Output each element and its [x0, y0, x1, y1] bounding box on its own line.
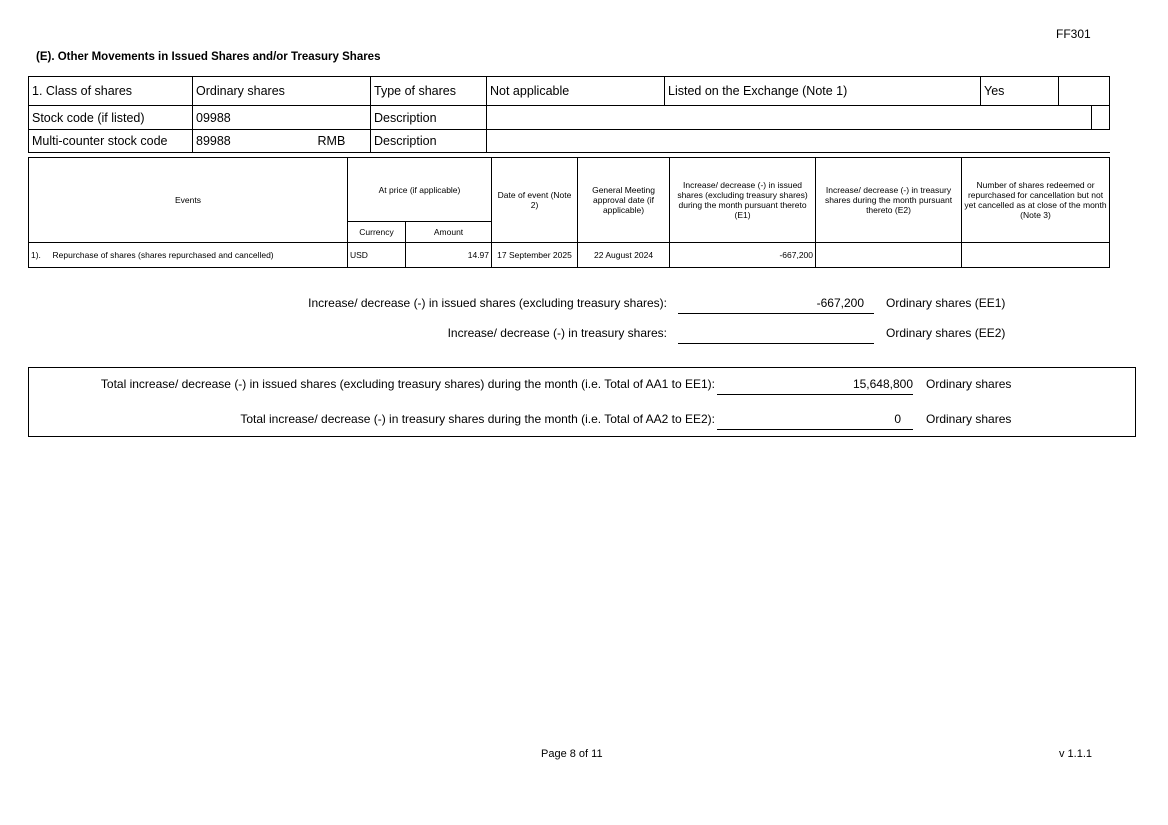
listed-value: Yes	[981, 77, 1059, 106]
description-value	[487, 106, 1092, 130]
row-redeemed	[962, 243, 1110, 268]
multi-currency: RMB	[315, 130, 371, 153]
stock-code-value: 09988	[193, 106, 371, 130]
class-label: 1. Class of shares	[29, 77, 193, 106]
ee1-value: -667,200	[816, 296, 864, 310]
ee2-label: Increase/ decrease (-) in treasury shares:	[447, 326, 667, 340]
total-treasury-unit: Ordinary shares	[926, 412, 1012, 426]
multi-value: 89988	[193, 130, 315, 153]
multi-counter-row	[29, 130, 1110, 153]
date-header: Date of event (Note 2)	[492, 158, 578, 243]
e1-header: Increase/ decrease (-) in issued shares (excluding treasury shares) during the month pursuant thereto (E1)	[670, 158, 816, 243]
events-table	[28, 157, 1110, 268]
row-number: 1).	[29, 243, 51, 268]
ee2-value	[864, 326, 874, 340]
description-value-2	[487, 130, 1110, 153]
description-end	[1092, 106, 1110, 130]
listed-label: Listed on the Exchange (Note 1)	[665, 77, 981, 106]
stock-code-row	[29, 106, 1110, 130]
stock-code-label: Stock code (if listed)	[29, 106, 193, 130]
events-header-row	[29, 158, 1110, 222]
events-header: Events	[29, 158, 348, 243]
redeemed-header: Number of shares redeemed or repurchased for cancellation but not yet cancelled as at close of the month (Note 3)	[962, 158, 1110, 243]
row-date: 17 September 2025	[492, 243, 578, 268]
ee2-value-line	[678, 326, 874, 344]
ee1-label: Increase/ decrease (-) in issued shares (excluding treasury shares):	[308, 296, 667, 310]
row-event: Repurchase of shares (shares repurchased and cancelled)	[51, 243, 348, 268]
currency-header: Currency	[348, 222, 406, 243]
description-label: Description	[371, 106, 487, 130]
at-price-header: At price (if applicable)	[348, 158, 492, 222]
class-value: Ordinary shares	[193, 77, 371, 106]
row-gm-date: 22 August 2024	[578, 243, 670, 268]
form-code: FF301	[1056, 27, 1091, 41]
multi-label: Multi-counter stock code	[29, 130, 193, 153]
gm-header: General Meeting approval date (if applicable)	[578, 158, 670, 243]
amount-header: Amount	[406, 222, 492, 243]
e2-header: Increase/ decrease (-) in treasury shares during the month pursuant thereto (E2)	[816, 158, 962, 243]
row-amount: 14.97	[406, 243, 492, 268]
total-issued-line	[717, 377, 913, 395]
total-issued-label: Total increase/ decrease (-) in issued shares (excluding treasury shares) during the month (i.e. Total of AA1 to EE1):	[100, 377, 715, 391]
row-e1: -667,200	[670, 243, 816, 268]
type-label: Type of shares	[371, 77, 487, 106]
total-issued-unit: Ordinary shares	[926, 377, 1012, 391]
type-value: Not applicable	[487, 77, 665, 106]
share-info-table	[28, 76, 1110, 153]
row-e2	[816, 243, 962, 268]
version: v 1.1.1	[1059, 748, 1093, 760]
page-number: Page 8 of 11	[541, 748, 603, 760]
ee1-unit: Ordinary shares (EE1)	[886, 296, 1006, 310]
ee1-value-line	[678, 296, 874, 314]
section-title: (E). Other Movements in Issued Shares and/or Treasury Shares	[36, 51, 381, 63]
ee2-unit: Ordinary shares (EE2)	[886, 326, 1006, 340]
total-treasury-line	[717, 412, 913, 430]
total-issued-value: 15,648,800	[852, 377, 913, 391]
class-row	[29, 77, 1110, 106]
listed-blank	[1059, 77, 1110, 106]
description-label-2: Description	[371, 130, 487, 153]
row-currency: USD	[348, 243, 406, 268]
total-treasury-value: 0	[894, 412, 901, 426]
table-row	[29, 243, 1110, 268]
total-treasury-label: Total increase/ decrease (-) in treasury shares during the month (i.e. Total of AA2 to EE2):	[240, 412, 715, 426]
